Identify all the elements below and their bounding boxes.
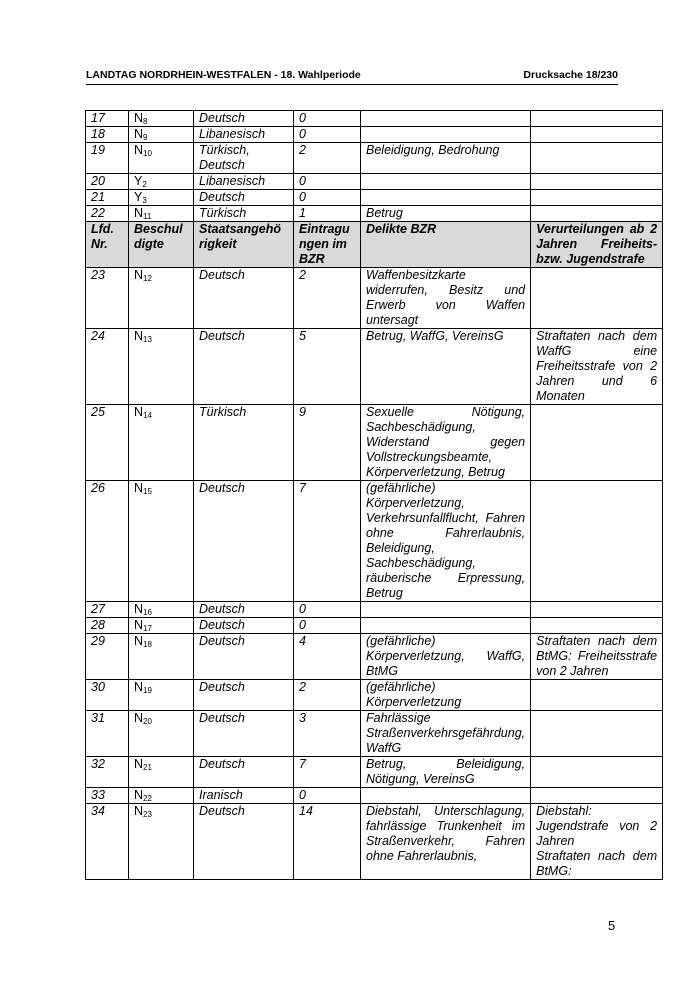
suspect-index: 9	[143, 133, 148, 142]
cell-beschuldigte	[129, 711, 194, 757]
table-row	[86, 680, 663, 711]
cell-verurteilung	[531, 143, 663, 174]
cell-delikte	[361, 127, 531, 143]
cell-staatsangehoerigkeit: Libanesisch	[194, 127, 294, 143]
cell-eintragungen: 9	[294, 405, 361, 481]
suspect-code: N	[134, 757, 144, 771]
cell-eintragungen: 0	[294, 174, 361, 190]
cell-eintragungen: 7	[294, 757, 361, 788]
cell-eintragungen: 0	[294, 190, 361, 206]
cell-verurteilung	[531, 481, 663, 602]
cell-staatsangehoerigkeit: Deutsch	[194, 711, 294, 757]
table-row	[86, 190, 663, 206]
cell-nr: 29	[86, 634, 129, 680]
table-row	[86, 757, 663, 788]
cell-nr: 19	[86, 143, 129, 174]
suspect-index: 13	[143, 335, 152, 344]
col-header-beschuldigte: Beschul digte	[129, 222, 194, 268]
suspect-code: N	[134, 111, 144, 125]
cell-beschuldigte	[129, 757, 194, 788]
suspect-index: 19	[143, 686, 152, 695]
cell-verurteilung	[531, 757, 663, 788]
table-row	[86, 143, 663, 174]
suspect-index: 3	[142, 196, 147, 205]
cell-nr: 28	[86, 618, 129, 634]
col-header-eintragungen: Eintragu ngen im BZR	[294, 222, 361, 268]
cell-delikte: (gefährliche) Körperverletzung	[361, 680, 531, 711]
col-header-staatsangehoerigkeit: Staatsangehö rigkeit	[194, 222, 294, 268]
cell-delikte: (gefährliche) Körperverletzung, WaffG, BtMG	[361, 634, 531, 680]
cell-verurteilung	[531, 711, 663, 757]
cell-delikte	[361, 111, 531, 127]
suspect-index: 8	[143, 117, 148, 126]
cell-staatsangehoerigkeit: Deutsch	[194, 757, 294, 788]
cell-beschuldigte	[129, 405, 194, 481]
suspect-code: N	[134, 405, 144, 419]
suspect-code: N	[134, 602, 144, 616]
cell-nr: 25	[86, 405, 129, 481]
cell-eintragungen: 14	[294, 804, 361, 880]
cell-verurteilung	[531, 618, 663, 634]
cell-verurteilung	[531, 190, 663, 206]
cell-beschuldigte	[129, 206, 194, 222]
cell-delikte: Betrug	[361, 206, 531, 222]
suspect-code: N	[134, 206, 144, 220]
cell-verurteilung	[531, 206, 663, 222]
cell-eintragungen: 0	[294, 618, 361, 634]
cell-verurteilung: Straftaten nach dem WaffG eine Freiheitsstrafe von 2 Jahren und 6 Monaten	[531, 329, 663, 405]
suspect-code: N	[134, 618, 144, 632]
table-row	[86, 329, 663, 405]
cell-eintragungen: 0	[294, 788, 361, 804]
suspect-code: N	[134, 127, 144, 141]
table-row	[86, 405, 663, 481]
cell-staatsangehoerigkeit: Deutsch	[194, 111, 294, 127]
cell-eintragungen: 0	[294, 111, 361, 127]
cell-staatsangehoerigkeit: Deutsch	[194, 602, 294, 618]
cell-nr: 21	[86, 190, 129, 206]
suspect-code: Y	[134, 190, 143, 204]
cell-nr: 20	[86, 174, 129, 190]
cell-staatsangehoerigkeit: Deutsch	[194, 190, 294, 206]
cell-eintragungen: 2	[294, 680, 361, 711]
cell-beschuldigte	[129, 680, 194, 711]
col-header-delikte: Delikte BZR	[361, 222, 531, 268]
cell-beschuldigte	[129, 127, 194, 143]
cell-nr: 34	[86, 804, 129, 880]
cell-beschuldigte	[129, 481, 194, 602]
suspect-code: N	[134, 143, 144, 157]
cell-eintragungen: 3	[294, 711, 361, 757]
suspect-index: 21	[143, 763, 152, 772]
cell-verurteilung	[531, 405, 663, 481]
suspect-index: 12	[143, 274, 152, 283]
suspect-code: N	[134, 634, 144, 648]
cell-delikte	[361, 618, 531, 634]
suspect-code: N	[134, 680, 144, 694]
cell-beschuldigte	[129, 788, 194, 804]
cell-eintragungen: 5	[294, 329, 361, 405]
cell-beschuldigte	[129, 804, 194, 880]
suspect-code: Y	[134, 174, 143, 188]
cell-nr: 23	[86, 268, 129, 329]
table-row	[86, 481, 663, 602]
cell-nr: 27	[86, 602, 129, 618]
cell-verurteilung	[531, 174, 663, 190]
suspect-index: 15	[143, 487, 152, 496]
cell-staatsangehoerigkeit: Iranisch	[194, 788, 294, 804]
suspect-index: 17	[143, 624, 152, 633]
suspect-index: 10	[143, 149, 152, 158]
cell-nr: 18	[86, 127, 129, 143]
cell-beschuldigte	[129, 190, 194, 206]
cell-nr: 31	[86, 711, 129, 757]
page-number: 5	[608, 918, 616, 933]
cell-eintragungen: 1	[294, 206, 361, 222]
suspect-code: N	[134, 804, 144, 818]
cell-verurteilung	[531, 268, 663, 329]
cell-nr: 22	[86, 206, 129, 222]
cell-delikte: Waffenbesitzkarte widerrufen, Besitz und Erwerb von Waffen untersagt	[361, 268, 531, 329]
suspect-index: 11	[143, 212, 152, 221]
suspect-code: N	[134, 329, 144, 343]
cell-staatsangehoerigkeit: Türkisch	[194, 206, 294, 222]
table-row	[86, 206, 663, 222]
table-row	[86, 804, 663, 880]
cell-verurteilung: Straftaten nach dem BtMG: Freiheitsstrafe von 2 Jahren	[531, 634, 663, 680]
cell-nr: 32	[86, 757, 129, 788]
cell-staatsangehoerigkeit: Deutsch	[194, 481, 294, 602]
cell-verurteilung	[531, 788, 663, 804]
cell-beschuldigte	[129, 174, 194, 190]
header-title: LANDTAG NORDRHEIN-WESTFALEN - 18. Wahlperiode	[86, 69, 361, 81]
table-row	[86, 111, 663, 127]
cell-eintragungen: 0	[294, 602, 361, 618]
suspect-index: 20	[143, 717, 152, 726]
cell-nr: 17	[86, 111, 129, 127]
cell-delikte	[361, 190, 531, 206]
cell-delikte: Beleidigung, Bedrohung	[361, 143, 531, 174]
table-row	[86, 174, 663, 190]
col-header-nr: Lfd. Nr.	[86, 222, 129, 268]
suspect-index: 23	[143, 810, 152, 819]
cell-delikte	[361, 174, 531, 190]
cell-verurteilung	[531, 127, 663, 143]
cell-verurteilung	[531, 602, 663, 618]
suspect-code: N	[134, 711, 144, 725]
cell-verurteilung	[531, 111, 663, 127]
cell-staatsangehoerigkeit: Deutsch	[194, 268, 294, 329]
cell-eintragungen: 2	[294, 143, 361, 174]
table-header-group	[86, 222, 663, 268]
cell-nr: 33	[86, 788, 129, 804]
cell-nr: 24	[86, 329, 129, 405]
document-number: Drucksache 18/230	[523, 69, 618, 81]
suspect-code: N	[134, 788, 144, 802]
cell-delikte: (gefährliche) Körperverletzung, Verkehrsunfallflucht, Fahren ohne Fahrerlaubnis, Beleidigung, Sachbeschädigung, räuberische Erpressung, Betrug	[361, 481, 531, 602]
table-header-row	[86, 222, 663, 268]
cell-delikte: Sexuelle Nötigung, Sachbeschädigung, Widerstand gegen Vollstreckungsbeamte, Körperverletzung, Betrug	[361, 405, 531, 481]
cell-nr: 30	[86, 680, 129, 711]
table-row	[86, 268, 663, 329]
page-header	[86, 69, 618, 83]
cell-staatsangehoerigkeit: Deutsch	[194, 680, 294, 711]
suspect-index: 22	[143, 794, 152, 803]
cell-nr: 26	[86, 481, 129, 602]
cell-delikte	[361, 602, 531, 618]
cell-staatsangehoerigkeit: Libanesisch	[194, 174, 294, 190]
suspect-index: 18	[143, 640, 152, 649]
cell-staatsangehoerigkeit: Türkisch, Deutsch	[194, 143, 294, 174]
table-row	[86, 127, 663, 143]
data-table	[85, 110, 663, 880]
suspect-index: 2	[142, 180, 147, 189]
table-row	[86, 634, 663, 680]
cell-eintragungen: 4	[294, 634, 361, 680]
cell-verurteilung	[531, 680, 663, 711]
header-divider	[86, 84, 618, 85]
cell-staatsangehoerigkeit: Deutsch	[194, 804, 294, 880]
cell-verurteilung: Diebstahl: Jugendstrafe von 2 Jahren Straftaten nach dem BtMG:	[531, 804, 663, 880]
cell-staatsangehoerigkeit: Türkisch	[194, 405, 294, 481]
cell-delikte: Betrug, Beleidigung, Nötigung, VereinsG	[361, 757, 531, 788]
cell-eintragungen: 2	[294, 268, 361, 329]
cell-eintragungen: 0	[294, 127, 361, 143]
table-body-top	[86, 111, 663, 222]
suspect-index: 16	[143, 608, 152, 617]
suspect-index: 14	[143, 411, 152, 420]
cell-delikte	[361, 788, 531, 804]
cell-beschuldigte	[129, 268, 194, 329]
cell-delikte: Betrug, WaffG, VereinsG	[361, 329, 531, 405]
cell-eintragungen: 7	[294, 481, 361, 602]
cell-delikte: Fahrlässige Straßenverkehrsgefährdung, WaffG	[361, 711, 531, 757]
col-header-verurteilungen: Verurteilungen ab 2 Jahren Freiheits- bzw. Jugendstrafe	[531, 222, 663, 268]
table-row	[86, 788, 663, 804]
cell-beschuldigte	[129, 111, 194, 127]
cell-staatsangehoerigkeit: Deutsch	[194, 329, 294, 405]
table-row	[86, 602, 663, 618]
cell-beschuldigte	[129, 329, 194, 405]
table-row	[86, 711, 663, 757]
table-row	[86, 618, 663, 634]
cell-delikte: Diebstahl, Unterschlagung, fahrlässige Trunkenheit im Straßenverkehr, Fahren ohne Fahrerlaubnis,	[361, 804, 531, 880]
suspect-code: N	[134, 268, 144, 282]
cell-beschuldigte	[129, 618, 194, 634]
cell-beschuldigte	[129, 634, 194, 680]
cell-staatsangehoerigkeit: Deutsch	[194, 634, 294, 680]
cell-beschuldigte	[129, 602, 194, 618]
suspect-code: N	[134, 481, 144, 495]
cell-staatsangehoerigkeit: Deutsch	[194, 618, 294, 634]
cell-beschuldigte	[129, 143, 194, 174]
table-body-bottom	[86, 268, 663, 880]
